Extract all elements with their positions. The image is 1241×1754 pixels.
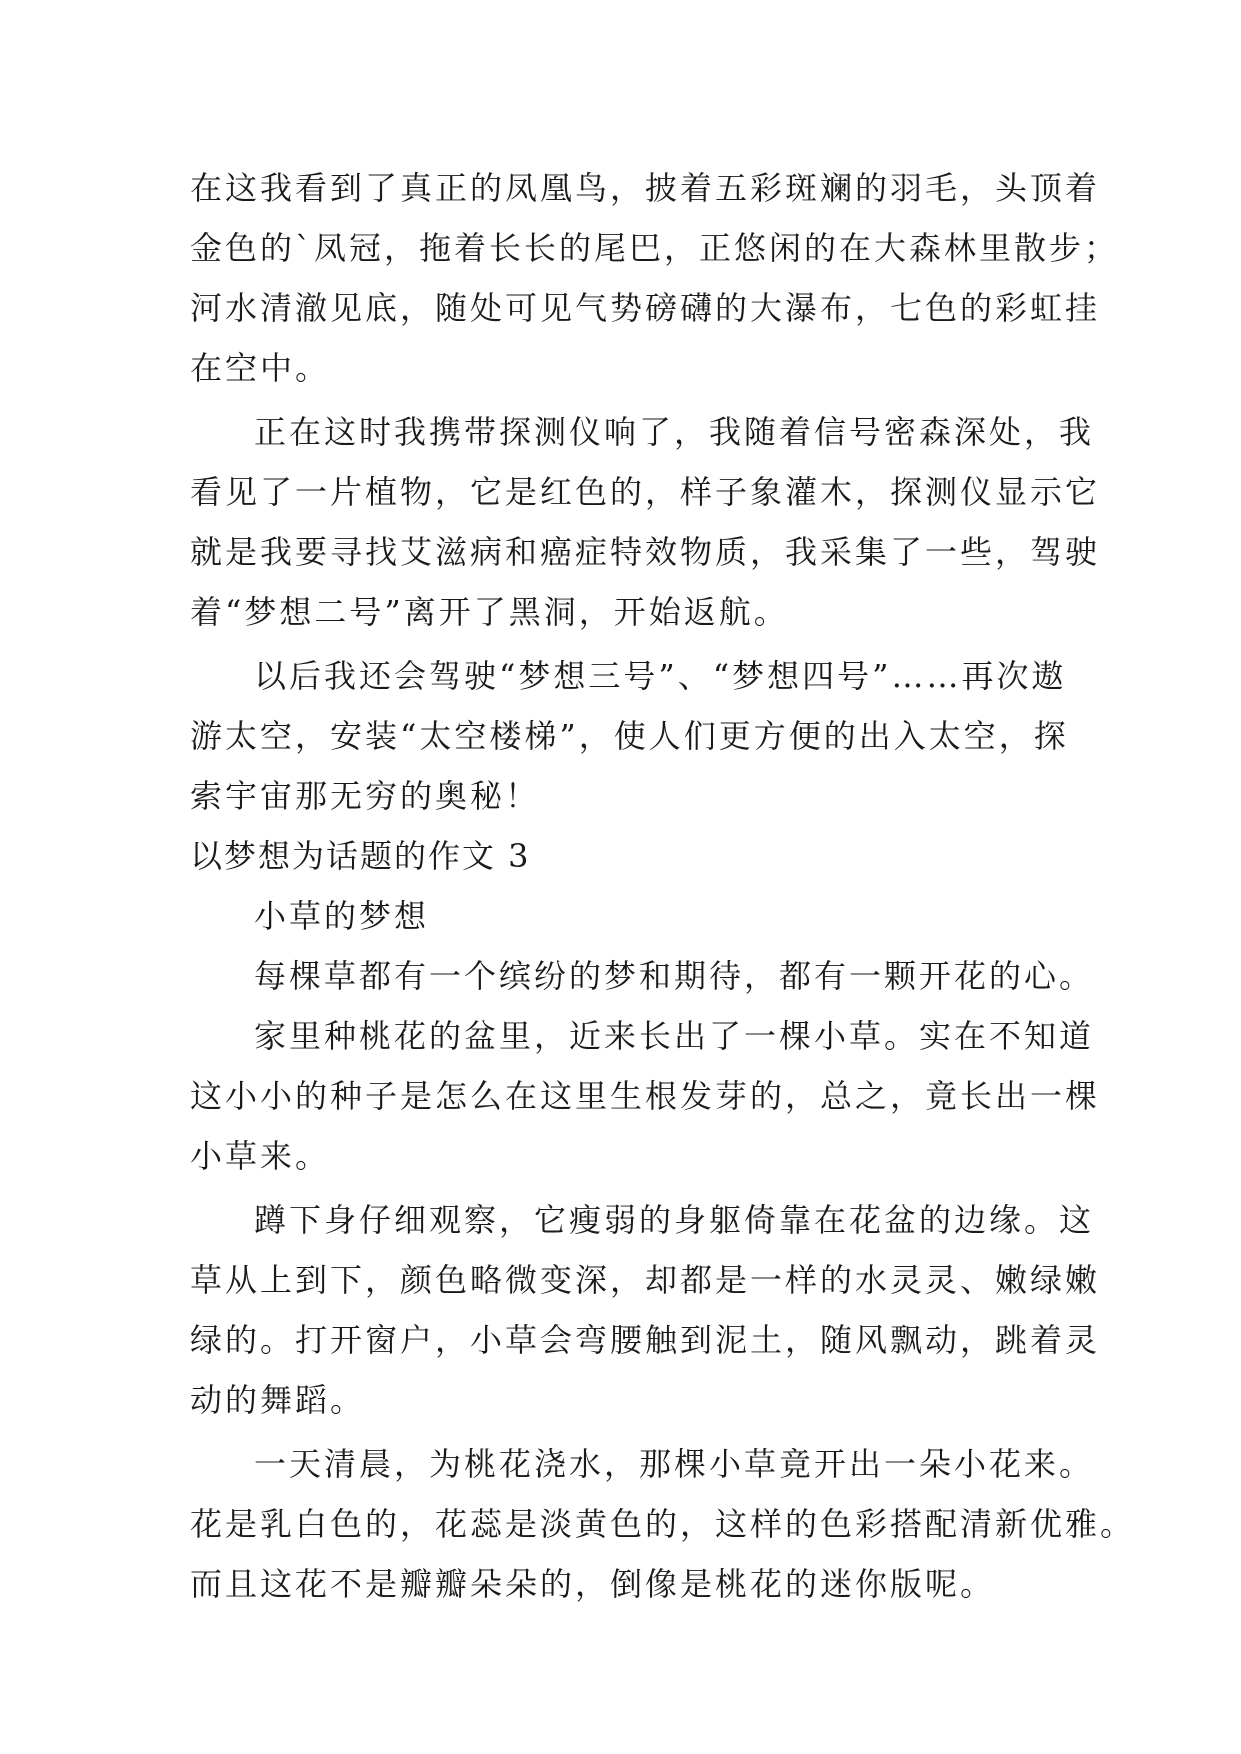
text-line: 在空中。 (190, 349, 331, 387)
essay-paragraph-pot (190, 1006, 1101, 1186)
paragraph-future (190, 646, 1070, 826)
text-line: 索宇宙那无穷的奥秘！ (190, 777, 541, 815)
essay-title: 小草的梦想 (254, 897, 430, 935)
document-page (190, 158, 1136, 1614)
text-line: 家里种桃花的盆里，近来长出了一棵小草。实在不知道 (254, 1017, 1095, 1055)
text-line: 金色的`凤冠，拖着长长的尾巴，正悠闲的在大森林里散步； (190, 229, 1120, 267)
text-line: 就是我要寻找艾滋病和癌症特效物质，我采集了一些，驾驶 (190, 533, 1101, 571)
text-line: 花是乳白色的，花蕊是淡黄色的，这样的色彩搭配清新优雅。 (190, 1505, 1136, 1543)
text-line: 正在这时我携带探测仪响了，我随着信号密森深处，我 (254, 413, 1095, 451)
text-line: 绿的。打开窗户，小草会弯腰触到泥土，随风飘动，跳着灵 (190, 1321, 1101, 1359)
text-line: 蹲下身仔细观察，它瘦弱的身躯倚靠在花盆的边缘。这 (254, 1201, 1095, 1239)
paragraph-phoenix (190, 158, 1120, 398)
essay-paragraph-dream (190, 946, 1095, 1006)
text-line: 小草来。 (190, 1137, 331, 1175)
text-line: 着“梦想二号”离开了黑洞，开始返航。 (190, 593, 789, 631)
section-heading: 以梦想为话题的作文 3 (190, 837, 531, 875)
text-line: 河水清澈见底，随处可见气势磅礴的大瀑布，七色的彩虹挂 (190, 289, 1101, 327)
essay-paragraph-observe (190, 1190, 1101, 1430)
text-line: 游太空，安装“太空楼梯”，使人们更方便的出入太空，探 (190, 717, 1069, 755)
essay-paragraph-flower (190, 1434, 1136, 1614)
text-line: 而且这花不是瓣瓣朵朵的，倒像是桃花的迷你版呢。 (190, 1565, 996, 1603)
text-line: 每棵草都有一个缤纷的梦和期待，都有一颗开花的心。 (254, 957, 1095, 995)
text-line: 一天清晨，为桃花浇水，那棵小草竟开出一朵小花来。 (254, 1445, 1095, 1483)
text-line: 这小小的种子是怎么在这里生根发芽的，总之，竟长出一棵 (190, 1077, 1101, 1115)
text-line: 草从上到下，颜色略微变深，却都是一样的水灵灵、嫩绿嫩 (190, 1261, 1101, 1299)
paragraph-detector (190, 402, 1101, 642)
text-line: 以后我还会驾驶“梦想三号”、“梦想四号”……再次遨 (254, 657, 1067, 695)
text-line: 在这我看到了真正的凤凰鸟，披着五彩斑斓的羽毛，头顶着 (190, 169, 1101, 207)
text-line: 动的舞蹈。 (190, 1381, 366, 1419)
text-line: 看见了一片植物，它是红色的，样子象灌木，探测仪显示它 (190, 473, 1101, 511)
